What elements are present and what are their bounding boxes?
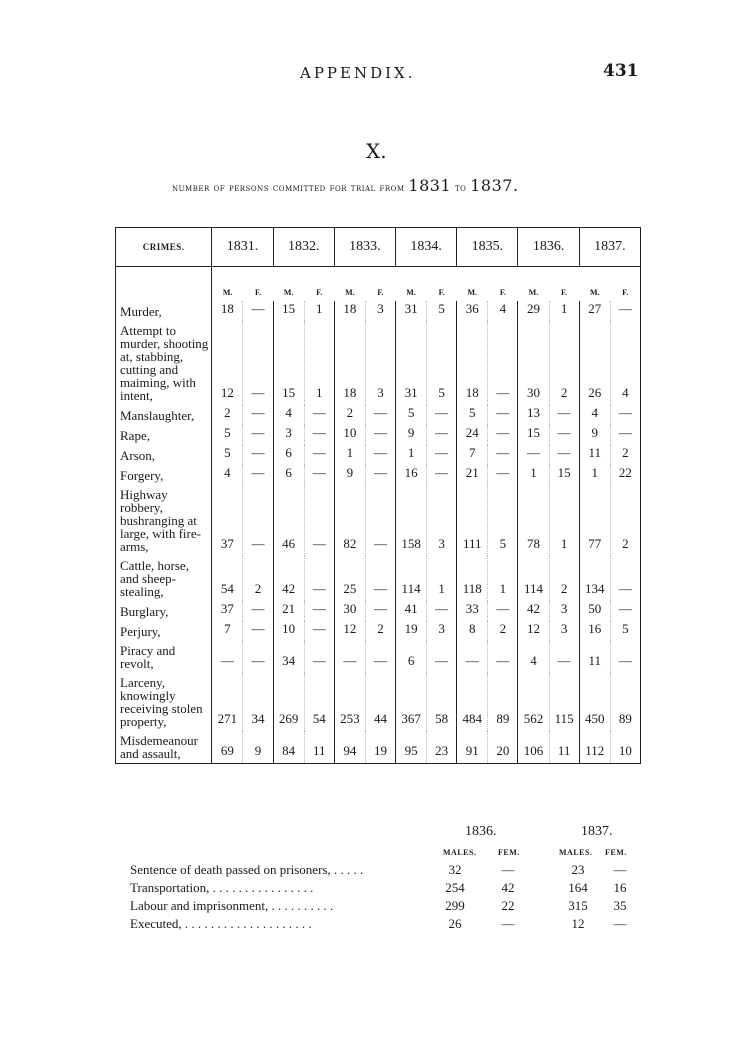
male-count-cell: — xyxy=(334,641,365,673)
male-count-cell: 27 xyxy=(579,301,610,321)
female-count-cell: — xyxy=(618,581,632,596)
summary-value: 254 xyxy=(445,880,465,895)
table-row xyxy=(116,601,641,621)
female-count-cell: 5 xyxy=(488,485,518,556)
table-row xyxy=(116,556,641,601)
female-count-cell: — xyxy=(304,556,334,601)
summary-value: — xyxy=(613,916,627,931)
female-count-cell: — xyxy=(365,405,395,425)
female-count-cell: 34 xyxy=(243,673,273,731)
male-count-cell: 4 xyxy=(579,405,610,425)
male-count-cell: 34 xyxy=(273,641,304,673)
female-count-cell: 1 xyxy=(488,556,518,601)
crime-label: Piracy and revolt, xyxy=(116,641,212,673)
male-count-cell: 54 xyxy=(212,556,243,601)
male-count-cell: 1 xyxy=(518,465,549,485)
female-count-cell: — xyxy=(304,425,334,445)
summary-value: 299 xyxy=(445,898,465,913)
crime-label: Larceny, knowingly receiving stolen property, xyxy=(116,673,212,731)
female-count-cell: — xyxy=(618,601,632,616)
male-count-cell: 106 xyxy=(518,731,549,764)
female-count-cell: — xyxy=(549,425,579,445)
female-count-cell: — xyxy=(427,425,457,445)
table-row xyxy=(116,485,641,556)
male-count-cell: 78 xyxy=(518,485,549,556)
female-count-cell: 1 xyxy=(549,485,579,556)
male-count-cell: 7 xyxy=(212,621,243,641)
year-header: 1835. xyxy=(457,228,518,267)
summary-value: 16 xyxy=(613,880,627,895)
female-count-cell: 20 xyxy=(488,731,518,764)
female-count-cell: 23 xyxy=(427,731,457,764)
female-count-cell: — xyxy=(618,653,632,668)
crime-label: Forgery, xyxy=(116,465,212,485)
caption-year-from: 1831 xyxy=(408,176,452,195)
crime-label: Murder, xyxy=(116,301,212,321)
male-count-cell: 37 xyxy=(212,485,243,556)
female-column-header: F. xyxy=(316,288,323,297)
table-row xyxy=(116,321,641,405)
caption-to: to xyxy=(454,182,467,194)
female-count-cell: 11 xyxy=(549,731,579,764)
male-count-cell: — xyxy=(212,641,243,673)
female-count-cell: 3 xyxy=(365,321,395,405)
female-count-cell: 10 xyxy=(618,743,632,758)
page-number: 431 xyxy=(603,61,639,81)
male-count-cell: 5 xyxy=(457,405,488,425)
female-count-cell: 1 xyxy=(304,301,334,321)
male-count-cell: 18 xyxy=(334,321,365,405)
male-count-cell: 111 xyxy=(457,485,488,556)
male-count-cell: 18 xyxy=(457,321,488,405)
female-count-cell: — xyxy=(488,601,518,621)
female-count-cell: — xyxy=(304,465,334,485)
male-count-cell: 3 xyxy=(273,425,304,445)
male-count-cell: 82 xyxy=(334,485,365,556)
female-count-cell: — xyxy=(243,425,273,445)
year-header: 1837. xyxy=(579,228,640,267)
female-column-header: F. xyxy=(438,288,445,297)
female-count-cell: — xyxy=(304,621,334,641)
male-count-cell: 41 xyxy=(396,601,427,621)
male-count-cell: 8 xyxy=(457,621,488,641)
year-header: 1834. xyxy=(396,228,457,267)
female-count-cell: — xyxy=(365,425,395,445)
year-header: 1836. xyxy=(518,228,579,267)
male-column-header: M. xyxy=(283,288,294,297)
table-row xyxy=(116,445,641,465)
female-count-cell: — xyxy=(243,445,273,465)
male-count-cell: 11 xyxy=(579,445,610,465)
male-column-header: M. xyxy=(528,288,539,297)
table-row xyxy=(116,641,641,673)
summary-row xyxy=(130,880,640,898)
female-count-cell: — xyxy=(243,485,273,556)
female-count-cell: — xyxy=(304,405,334,425)
female-count-cell: 5 xyxy=(427,321,457,405)
male-count-cell: 13 xyxy=(518,405,549,425)
male-count-cell: 6 xyxy=(396,641,427,673)
female-count-cell: — xyxy=(488,465,518,485)
female-count-cell: — xyxy=(243,321,273,405)
male-count-cell: 12 xyxy=(518,621,549,641)
caption-year-to: 1837. xyxy=(470,176,519,195)
male-count-cell: 30 xyxy=(334,601,365,621)
summary-value: 23 xyxy=(571,862,585,877)
table-row xyxy=(116,673,641,731)
female-count-cell: 115 xyxy=(549,673,579,731)
female-count-cell: — xyxy=(243,621,273,641)
summary-value: 22 xyxy=(501,898,515,913)
female-count-cell: — xyxy=(365,556,395,601)
female-count-cell: 3 xyxy=(427,485,457,556)
female-count-cell: 5 xyxy=(427,301,457,321)
male-count-cell: 9 xyxy=(579,425,610,445)
summary-males-label: MALES. xyxy=(559,848,593,857)
female-count-cell: 9 xyxy=(243,731,273,764)
female-column-header: F. xyxy=(622,288,629,297)
summary-value: — xyxy=(613,862,627,877)
caption-text: number of persons committed for trial from xyxy=(172,182,405,194)
year-header: 1833. xyxy=(334,228,395,267)
table-row xyxy=(116,425,641,445)
crime-label: Misdemeanour and assault, xyxy=(116,731,212,764)
male-count-cell: 562 xyxy=(518,673,549,731)
male-count-cell: 16 xyxy=(396,465,427,485)
female-count-cell: 11 xyxy=(304,731,334,764)
table-row xyxy=(116,405,641,425)
table-row xyxy=(116,621,641,641)
female-count-cell: — xyxy=(304,445,334,465)
female-count-cell: 5 xyxy=(622,621,629,636)
male-count-cell: 12 xyxy=(212,321,243,405)
male-count-cell: 77 xyxy=(579,485,610,556)
female-count-cell: 2 xyxy=(622,445,629,460)
year-header: 1832. xyxy=(273,228,334,267)
crime-label: Attempt to murder, shooting at, stabbing, cutting and maiming, with intent, xyxy=(116,321,212,405)
female-count-cell: — xyxy=(365,641,395,673)
female-count-cell: 2 xyxy=(488,621,518,641)
female-count-cell: — xyxy=(243,641,273,673)
female-count-cell: 44 xyxy=(365,673,395,731)
summary-row-label: Sentence of death passed on prisoners, . . . . . xyxy=(130,862,364,877)
female-count-cell: — xyxy=(243,465,273,485)
male-count-cell: 9 xyxy=(396,425,427,445)
female-count-cell: — xyxy=(618,405,632,420)
female-count-cell: 89 xyxy=(618,711,632,726)
male-count-cell: 450 xyxy=(579,673,610,731)
male-count-cell: 271 xyxy=(212,673,243,731)
male-count-cell: 15 xyxy=(518,425,549,445)
sex-header-spacer xyxy=(116,267,212,302)
female-count-cell: 89 xyxy=(488,673,518,731)
summary-value: 164 xyxy=(568,880,588,895)
table-row xyxy=(116,465,641,485)
female-count-cell: — xyxy=(243,601,273,621)
female-count-cell: 2 xyxy=(549,556,579,601)
male-count-cell: 253 xyxy=(334,673,365,731)
female-count-cell: 3 xyxy=(427,621,457,641)
male-count-cell: 26 xyxy=(579,321,610,405)
committals-table xyxy=(115,227,641,764)
crime-label: Arson, xyxy=(116,445,212,465)
summary-fem-label: FEM. xyxy=(605,848,627,857)
male-count-cell: 15 xyxy=(273,321,304,405)
female-count-cell: — xyxy=(365,601,395,621)
summary-value: — xyxy=(501,862,515,877)
female-count-cell: 4 xyxy=(488,301,518,321)
male-count-cell: 69 xyxy=(212,731,243,764)
summary-year-1837: 1837. xyxy=(581,824,613,839)
female-column-header: F. xyxy=(561,288,568,297)
male-count-cell: 5 xyxy=(212,425,243,445)
female-count-cell: — xyxy=(549,405,579,425)
year-header-row xyxy=(116,228,641,267)
summary-value: — xyxy=(501,916,515,931)
female-count-cell: — xyxy=(243,405,273,425)
table-caption xyxy=(172,176,519,195)
male-count-cell: 4 xyxy=(518,641,549,673)
male-count-cell: 4 xyxy=(212,465,243,485)
crime-label: Manslaughter, xyxy=(116,405,212,425)
female-count-cell: — xyxy=(365,445,395,465)
female-count-cell: 19 xyxy=(365,731,395,764)
summary-fem-label: FEM. xyxy=(498,848,520,857)
male-count-cell: 33 xyxy=(457,601,488,621)
summary-row-label: Executed, . . . . . . . . . . . . . . . . . . . . xyxy=(130,916,312,931)
female-count-cell: — xyxy=(304,601,334,621)
female-count-cell: — xyxy=(488,321,518,405)
summary-value: 12 xyxy=(571,916,585,931)
summary-value: 32 xyxy=(448,862,462,877)
male-count-cell: 84 xyxy=(273,731,304,764)
female-count-cell: — xyxy=(549,641,579,673)
female-count-cell: — xyxy=(488,445,518,465)
male-column-header: M. xyxy=(406,288,416,297)
male-count-cell: 2 xyxy=(334,405,365,425)
male-count-cell: 16 xyxy=(579,621,610,641)
female-count-cell: — xyxy=(488,425,518,445)
female-count-cell: — xyxy=(427,641,457,673)
male-count-cell: 36 xyxy=(457,301,488,321)
crime-label: Rape, xyxy=(116,425,212,445)
crime-label: Cattle, horse, and sheep-stealing, xyxy=(116,556,212,601)
male-count-cell: 91 xyxy=(457,731,488,764)
table-row xyxy=(116,731,641,764)
male-count-cell: 95 xyxy=(396,731,427,764)
female-count-cell: 15 xyxy=(549,465,579,485)
male-count-cell: 7 xyxy=(457,445,488,465)
female-count-cell: 2 xyxy=(549,321,579,405)
male-column-header: M. xyxy=(589,288,600,297)
male-count-cell: 42 xyxy=(518,601,549,621)
female-count-cell: — xyxy=(304,641,334,673)
summary-row xyxy=(130,862,640,880)
summary-year-1836: 1836. xyxy=(465,824,497,839)
male-column-header: M. xyxy=(222,288,233,297)
summary-value: 315 xyxy=(568,898,588,913)
male-count-cell: 29 xyxy=(518,301,549,321)
female-count-cell: 1 xyxy=(427,556,457,601)
female-count-cell: 2 xyxy=(243,556,273,601)
male-count-cell: 30 xyxy=(518,321,549,405)
male-count-cell: 5 xyxy=(396,405,427,425)
female-column-header: F. xyxy=(499,288,506,297)
female-count-cell: — xyxy=(549,445,579,465)
summary-row xyxy=(130,916,640,934)
male-count-cell: 37 xyxy=(212,601,243,621)
female-column-header: F. xyxy=(254,288,262,297)
male-count-cell: — xyxy=(457,641,488,673)
male-count-cell: 21 xyxy=(273,601,304,621)
female-count-cell: 3 xyxy=(549,621,579,641)
crimes-column-header: CRIMES. xyxy=(116,228,212,267)
female-count-cell: 2 xyxy=(365,621,395,641)
section-label: X. xyxy=(366,139,387,163)
male-column-header: M. xyxy=(467,288,478,297)
female-count-cell: — xyxy=(427,405,457,425)
male-count-cell: 1 xyxy=(396,445,427,465)
female-column-header: F. xyxy=(377,288,384,297)
female-count-cell: — xyxy=(427,445,457,465)
female-count-cell: 3 xyxy=(365,301,395,321)
male-count-cell: 6 xyxy=(273,445,304,465)
summary-value: 26 xyxy=(448,916,462,931)
female-count-cell: — xyxy=(618,425,632,440)
summary-row-label: Transportation, . . . . . . . . . . . . . . . . xyxy=(130,880,314,895)
female-count-cell: — xyxy=(488,641,518,673)
summary-row-label: Labour and imprisonment, . . . . . . . . . . xyxy=(130,898,334,913)
male-count-cell: 50 xyxy=(579,601,610,621)
male-count-cell: 19 xyxy=(396,621,427,641)
male-column-header: M. xyxy=(345,288,355,297)
male-count-cell: 9 xyxy=(334,465,365,485)
male-count-cell: 367 xyxy=(396,673,427,731)
female-count-cell: 58 xyxy=(427,673,457,731)
male-count-cell: 25 xyxy=(334,556,365,601)
male-count-cell: 18 xyxy=(334,301,365,321)
table-body xyxy=(116,301,641,764)
male-count-cell: 269 xyxy=(273,673,304,731)
sentences-summary xyxy=(130,824,640,936)
female-count-cell: 1 xyxy=(304,321,334,405)
male-count-cell: 1 xyxy=(579,465,610,485)
male-count-cell: 31 xyxy=(396,301,427,321)
male-count-cell: 114 xyxy=(396,556,427,601)
female-count-cell: 22 xyxy=(618,465,632,480)
female-count-cell: — xyxy=(304,485,334,556)
table-row xyxy=(116,301,641,321)
crime-label: Highway robbery, bushranging at large, with fire-arms, xyxy=(116,485,212,556)
male-count-cell: 94 xyxy=(334,731,365,764)
female-count-cell: 3 xyxy=(549,601,579,621)
male-count-cell: 46 xyxy=(273,485,304,556)
male-count-cell: 18 xyxy=(212,301,243,321)
male-count-cell: 1 xyxy=(334,445,365,465)
male-count-cell: 15 xyxy=(273,301,304,321)
running-header: APPENDIX. xyxy=(300,64,416,82)
male-count-cell: 4 xyxy=(273,405,304,425)
female-count-cell: 4 xyxy=(622,385,629,400)
female-count-cell: — xyxy=(427,601,457,621)
male-count-cell: 31 xyxy=(396,321,427,405)
female-count-cell: — xyxy=(488,405,518,425)
female-count-cell: — xyxy=(618,301,632,316)
male-count-cell: 2 xyxy=(212,405,243,425)
summary-males-label: MALES. xyxy=(443,848,477,857)
male-count-cell: — xyxy=(518,445,549,465)
male-count-cell: 42 xyxy=(273,556,304,601)
female-count-cell: — xyxy=(243,301,273,321)
male-count-cell: 10 xyxy=(273,621,304,641)
summary-row xyxy=(130,898,640,916)
male-count-cell: 11 xyxy=(579,641,610,673)
summary-value: 35 xyxy=(613,898,627,913)
male-count-cell: 21 xyxy=(457,465,488,485)
female-count-cell: 2 xyxy=(622,536,629,551)
sex-header-row xyxy=(116,267,641,302)
crime-label: Burglary, xyxy=(116,601,212,621)
female-count-cell: — xyxy=(427,465,457,485)
male-count-cell: 114 xyxy=(518,556,549,601)
male-count-cell: 112 xyxy=(579,731,610,764)
female-count-cell: — xyxy=(365,485,395,556)
summary-value: 42 xyxy=(501,880,515,895)
male-count-cell: 158 xyxy=(396,485,427,556)
female-count-cell: — xyxy=(365,465,395,485)
female-count-cell: 54 xyxy=(304,673,334,731)
male-count-cell: 12 xyxy=(334,621,365,641)
male-count-cell: 24 xyxy=(457,425,488,445)
male-count-cell: 118 xyxy=(457,556,488,601)
male-count-cell: 484 xyxy=(457,673,488,731)
male-count-cell: 6 xyxy=(273,465,304,485)
male-count-cell: 134 xyxy=(579,556,610,601)
year-header: 1831. xyxy=(212,228,273,267)
male-count-cell: 5 xyxy=(212,445,243,465)
female-count-cell: 1 xyxy=(549,301,579,321)
crime-label: Perjury, xyxy=(116,621,212,641)
male-count-cell: 10 xyxy=(334,425,365,445)
